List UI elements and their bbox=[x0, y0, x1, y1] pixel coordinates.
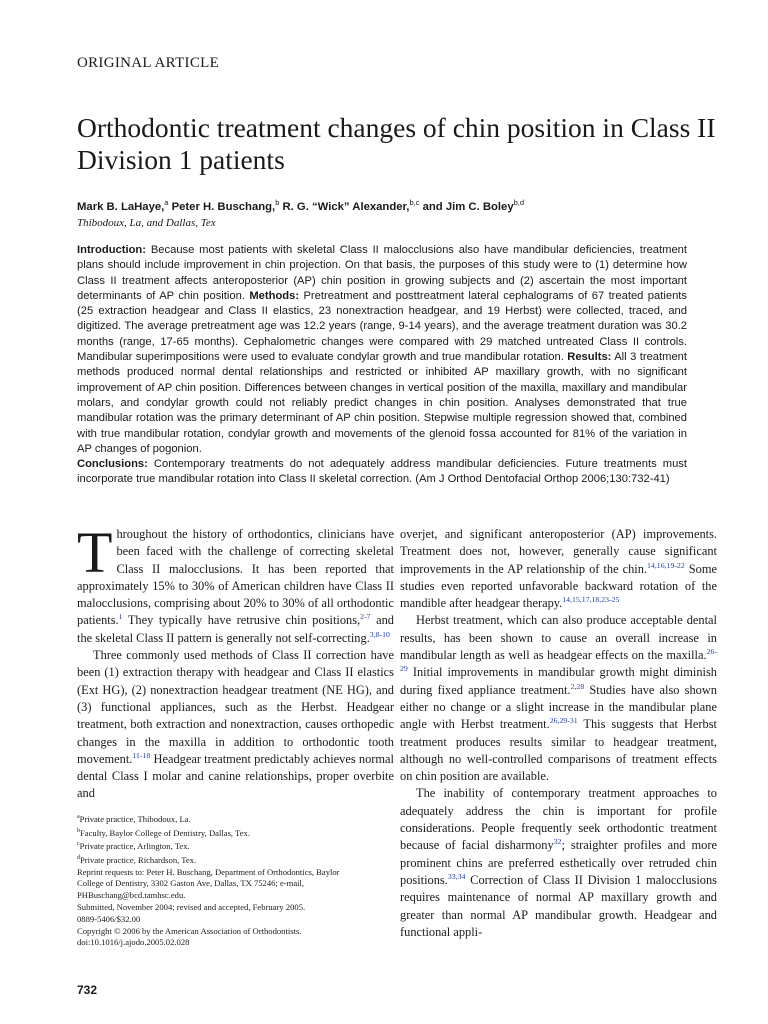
body-paragraph bbox=[400, 785, 717, 941]
body-text: The inability of contemporary treatment approaches to adequately address the chin is important for profile considerations. People frequently seek orthodontic treatment because of facial disharmony bbox=[400, 786, 717, 853]
footnote-text: Private practice, Thibodoux, La. bbox=[79, 813, 191, 824]
author-affiliation-mark: a bbox=[164, 198, 169, 207]
abstract bbox=[77, 243, 687, 488]
copyright: Copyright © 2006 by the American Association of Orthodontists. bbox=[77, 925, 302, 936]
body-text: Herbst treatment, which can also produce acceptable dental results, has been shown to cause an overall increase in mandibular length as well as headgear effects on the maxilla. bbox=[400, 613, 717, 663]
author-name: R. G. “Wick” Alexander, bbox=[279, 200, 410, 213]
author-name: Mark B. LaHaye, bbox=[77, 200, 165, 213]
body-text: This suggests that Herbst treatment produces results similar to headgear treatment, although no well-controlled comparisons of treatment effects on chin position are available. bbox=[400, 717, 717, 784]
body-text: They typically have retrusive chin positions, bbox=[122, 613, 361, 628]
affiliation-line: Thibodoux, La, and Dallas, Tex bbox=[77, 217, 216, 229]
body-text: ; straighter profiles and more prominent chins are preferred esthetically over retruded chin positions. bbox=[400, 838, 717, 887]
footnote-text: Faculty, Baylor College of Dentistry, Dallas, Tex. bbox=[80, 827, 250, 838]
body-text: Some studies even reported unfavorable backward rotation of the mandible after headgear therapy. bbox=[400, 561, 717, 611]
reprint-request: Reprint requests to: Peter H. Buschang, Department of Orthodontics, Baylor bbox=[77, 866, 340, 877]
body-text: Studies have also shown either no change or a slight increase in the mandibular plane angle with Herbst treatment. bbox=[400, 682, 717, 732]
submission-dates: Submitted, November 2004; revised and accepted, February 2005. bbox=[77, 902, 306, 913]
footnote-text: Private practice, Arlington, Tex. bbox=[79, 841, 190, 852]
body-column-left bbox=[77, 520, 394, 803]
citation-link[interactable]: 2,28 bbox=[570, 681, 585, 691]
abstract-results-label: Results: bbox=[567, 351, 612, 364]
reprint-email[interactable]: PHBuschang@bcd.tamhsc.edu. bbox=[77, 890, 186, 901]
abstract-intro: Because most patients with skeletal Class II malocclusions also have mandibular deficiencies, treatment plans should include improvement in chin projection. On that basis, the purposes of this study were to (1) determine how Class II treatment affects anteroposterior (AP) chin position in growing subjects and (2) ascertain the most important determinants of AP chin position. bbox=[77, 244, 687, 302]
footnote-mark: d bbox=[77, 854, 80, 861]
footnote-line bbox=[77, 826, 377, 840]
abstract-intro-label: Introduction: bbox=[77, 244, 146, 256]
citation-link[interactable]: 1 bbox=[118, 612, 123, 622]
author-name: Peter H. Buschang, bbox=[168, 200, 276, 213]
issn: 0889-5406/$32.00 bbox=[77, 913, 141, 924]
body-text: Three commonly used methods of Class II correction have been (1) extraction therapy with headgear and Class II elastics (Ext HG), (2) nonextraction headgear treatment (NE HG), and (3) functional appliances, such as the Herbst. Headgear treatment, both extraction and nonextraction, causes orthopedic changes in the maxilla in addition to orthodontic tooth movement. bbox=[77, 648, 394, 766]
reprint-request: College of Dentistry, 3302 Gaston Ave, Dallas, TX 75246; e-mail, bbox=[77, 878, 305, 889]
author-affiliation-mark: b bbox=[275, 198, 280, 207]
author-name: and Jim C. Boley bbox=[419, 200, 514, 213]
citation-link[interactable]: 14,15,17,18,23-25 bbox=[562, 595, 620, 605]
footnote-line bbox=[77, 853, 377, 867]
section-label: ORIGINAL ARTICLE bbox=[77, 55, 220, 71]
body-paragraph bbox=[77, 647, 394, 803]
abstract-conclusions: Contemporary treatments do not adequately address mandibular deficiencies. Future treatments must incorporate true mandibular rotation into Class II skeletal correction. (Am J Orthod Dentofacial Orthop 2006;130:732-41) bbox=[77, 458, 687, 486]
drop-cap: T bbox=[77, 520, 113, 585]
body-text: Correction of Class II Division 1 malocclusions requires maintenance of normal AP maxillary growth and greater than normal AP mandibular growth. Headgear and functional appli- bbox=[400, 872, 717, 939]
citation-link[interactable]: 26-29 bbox=[400, 646, 717, 674]
footnote-line bbox=[77, 839, 377, 853]
footnote-mark: b bbox=[77, 827, 80, 834]
citation-link[interactable]: 32 bbox=[553, 837, 562, 847]
article-title: Orthodontic treatment changes of chin position in Class II Division 1 patients bbox=[77, 112, 716, 175]
body-text: Headgear treatment predictably achieves normal dental Class I molar and canine relationships, proper overbite and bbox=[77, 751, 394, 801]
abstract-results: All 3 treatment methods produced normal dental relationships and restricted or inhibited AP maxillary growth, with no significant improvement of AP chin position. Differences between changes in vertical position of the maxilla, maxillary and mandibular molars, and condylar growth could not reliably predict changes in chin position. Analyses demonstrated that true mandibular rotation was the primary determinant of AP chin position. Stepwise multiple regression showed that, combined with true mandibular rotation, condylar growth and movements of the glenoid fossa accounted for 81% of the variation in AP changes of pogonion. bbox=[77, 351, 687, 455]
citation-link[interactable]: 14,16,19-22 bbox=[647, 560, 685, 570]
abstract-methods: Pretreatment and posttreatment lateral cephalograms of 67 treated patients (25 extraction headgear and Class II elastics, 23 nonextraction headgear, and 19 Herbst) were collected, traced, and digitized. The average pretreatment age was 12.2 years (range, 9-14 years), and the average treatment duration was 30.2 months (range, 17-65 months). Cephalometric changes were compared with 29 matched untreated Class II controls. Mandibular superimpositions were used to evaluate condylar growth and true mandibular rotation. bbox=[77, 289, 687, 364]
citation-link[interactable]: 3,8-10 bbox=[369, 629, 390, 639]
doi[interactable]: doi:10.1016/j.ajodo.2005.02.028 bbox=[77, 937, 190, 948]
author-affiliation-mark: b,d bbox=[513, 198, 525, 207]
body-paragraph bbox=[77, 520, 394, 647]
footnotes bbox=[77, 812, 377, 949]
page-number: 732 bbox=[77, 983, 98, 997]
body-text: Initial improvements in mandibular growth might diminish during fixed appliance treatment. bbox=[400, 665, 717, 697]
citation-link[interactable]: 11-18 bbox=[132, 750, 151, 760]
body-text: and the skeletal Class II pattern is generally not self-correcting. bbox=[77, 613, 394, 645]
body-text: overjet, and significant anteroposterior (AP) improvements. Treatment does not, however, generally cause significant improvements in the AP relationship of the chin. bbox=[400, 527, 717, 576]
body-paragraph bbox=[400, 612, 717, 785]
footnote-mark: a bbox=[77, 814, 80, 820]
author-affiliation-mark: b,c bbox=[409, 198, 420, 207]
footnote-line bbox=[77, 812, 377, 826]
footnote-mark: c bbox=[77, 841, 80, 848]
citation-link[interactable]: 2-7 bbox=[360, 612, 371, 622]
body-text: hroughout the history of orthodontics, clinicians have been faced with the challenge of correcting skeletal Class II malocclusions. It has been reported that approximately 15% to 30% of American children have Class II malocclusions, comprising about 20% to 30% of all orthodontic patients. bbox=[77, 527, 394, 628]
abstract-methods-label: Methods: bbox=[249, 289, 300, 302]
abstract-conclusions-label: Conclusions: bbox=[77, 458, 148, 471]
body-paragraph bbox=[400, 526, 717, 612]
footnote-text: Private practice, Richardson, Tex. bbox=[80, 854, 197, 865]
body-column-right bbox=[400, 526, 717, 941]
citation-link[interactable]: 26,29-31 bbox=[549, 716, 578, 726]
author-list bbox=[77, 198, 717, 213]
citation-link[interactable]: 33,34 bbox=[447, 871, 466, 881]
